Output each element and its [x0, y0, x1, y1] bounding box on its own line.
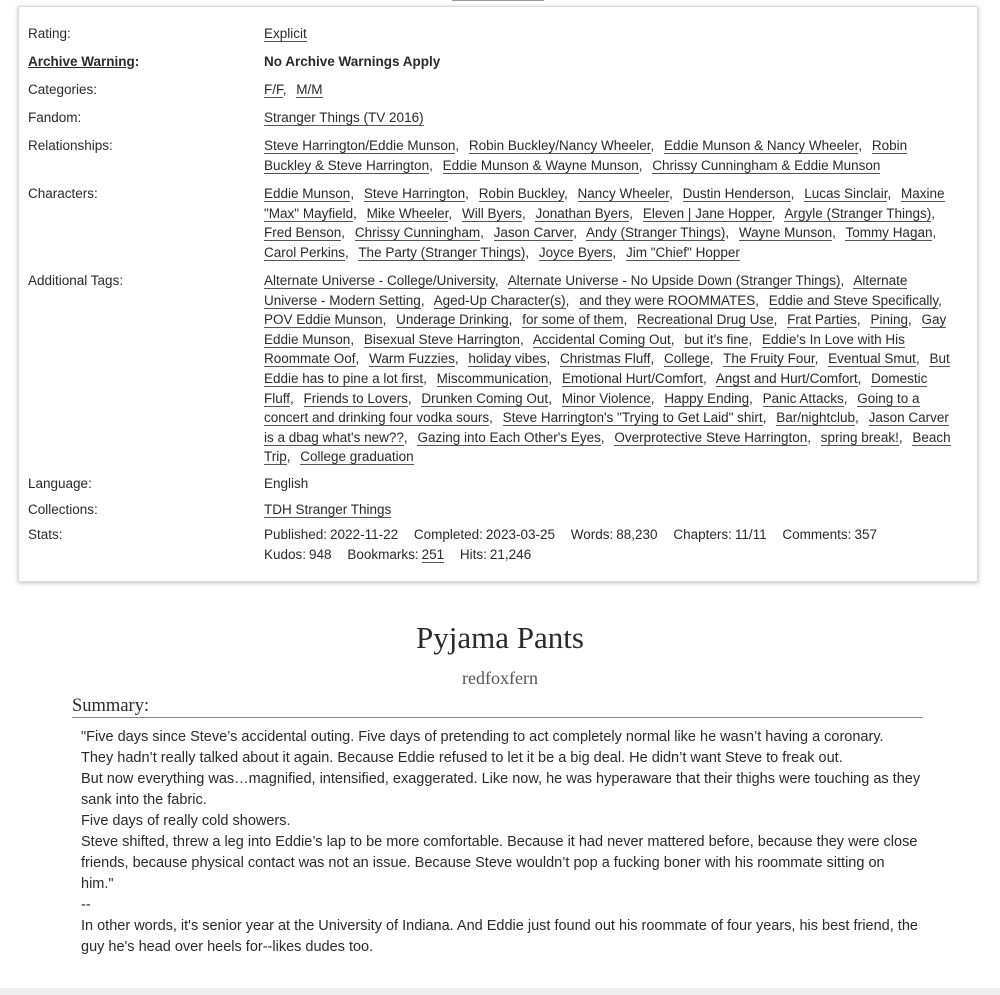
tag-separator: ,	[814, 351, 819, 367]
tag-separator: ,	[546, 351, 551, 367]
tag-separator: ,	[856, 312, 861, 328]
completed-value: 2023-03-25	[485, 527, 555, 542]
tag-separator: ,	[403, 429, 408, 445]
tag-separator: ,	[762, 410, 767, 426]
fandom-label: Fandom:	[28, 110, 82, 125]
tag-link[interactable]: Andy (Stranger Things)	[586, 225, 726, 241]
tag-link[interactable]: Friends to Lovers	[303, 390, 408, 406]
tag-separator: ,	[563, 186, 568, 201]
tag-separator: ,	[857, 370, 862, 386]
tag-link[interactable]: Bisexual Steve Harrington	[363, 331, 520, 347]
tag-link[interactable]: Gay Eddie Munson	[264, 312, 947, 347]
tag-separator: ,	[455, 138, 460, 153]
collection-link[interactable]: TDH Stranger Things	[264, 502, 392, 517]
tag-link[interactable]: F/F	[264, 82, 283, 97]
tag-separator: ,	[629, 205, 634, 221]
tag-separator: ,	[638, 157, 643, 173]
tag-link[interactable]: Eventual Smut	[828, 351, 916, 367]
tag-separator: ,	[600, 429, 605, 445]
tag-link[interactable]: Fred Benson	[264, 225, 342, 241]
tag-link[interactable]: Jason Carver	[493, 225, 574, 241]
work-title: Pyjama Pants	[416, 620, 584, 655]
tag-separator: ,	[790, 186, 795, 201]
tag-link[interactable]: Recreational Drug Use	[637, 312, 774, 328]
bottom-strip	[0, 988, 1000, 995]
work-author[interactable]: redfoxfern	[462, 668, 538, 688]
tag-separator: ,	[650, 351, 655, 367]
tag-link[interactable]: College graduation	[300, 449, 414, 465]
tag-separator: ,	[938, 292, 942, 308]
tag-link[interactable]: Steve Harrington's "Trying to Get Laid" shirt	[502, 410, 763, 426]
tag-link[interactable]: Robin Buckley/Nancy Wheeler	[468, 138, 651, 153]
tag-separator: ,	[650, 390, 655, 406]
tag-separator: ,	[355, 351, 360, 367]
tag-separator: ,	[915, 351, 920, 367]
categories-label: Categories:	[28, 82, 98, 97]
tag-link[interactable]: Beach Trip	[264, 429, 951, 465]
collections-label: Collections:	[28, 502, 98, 517]
tag-separator: ,	[548, 390, 552, 406]
tag-link[interactable]: Dustin Henderson	[682, 186, 791, 201]
rating-label: Rating:	[28, 26, 71, 41]
published-label: Published:	[264, 527, 328, 542]
tag-link[interactable]: But Eddie has to pine a lot first	[264, 351, 950, 386]
words-value: 88,230	[616, 527, 658, 542]
relationships-label: Relationships:	[28, 138, 113, 153]
hits-value: 21,246	[489, 546, 532, 562]
tags-label: Additional Tags:	[28, 273, 124, 288]
tag-link[interactable]: but it's fine	[684, 331, 749, 347]
chapters-value: 11/11	[734, 527, 767, 542]
tag-link[interactable]: Steve Harrington	[363, 186, 466, 201]
tag-link[interactable]: College	[664, 351, 710, 367]
tag-separator: ,	[519, 331, 524, 347]
tag-link[interactable]: Jason Carver is a dbag what's new??	[264, 410, 949, 445]
tag-link[interactable]: Miscommunication	[436, 370, 549, 386]
tag-separator: ,	[807, 429, 812, 445]
tag-link[interactable]: Pining	[870, 312, 908, 328]
tag-separator: ,	[612, 244, 617, 260]
summary-heading: Summary:	[72, 695, 923, 718]
tag-link[interactable]: Eddie's In Love with His Roommate Oof	[264, 331, 905, 367]
summary-paragraph: Five days of really cold showers.	[81, 813, 291, 829]
bookmarks-link[interactable]: 251	[421, 546, 445, 562]
tag-link[interactable]: Jim "Chief" Hopper	[625, 244, 740, 260]
tag-separator: ,	[887, 186, 892, 201]
summary-paragraph: But now everything was…magnified, intensified, exaggerated. Like now, he was hyperaware that their thighs were touching as they sank into the fabric.	[81, 771, 921, 808]
tag-link[interactable]: Going to a concert and drinking four vodka sours	[264, 390, 920, 426]
comments-label: Comments:	[782, 527, 852, 542]
tag-separator: ,	[855, 410, 859, 426]
tag-link[interactable]: Happy Ending	[664, 390, 750, 406]
relationships-list	[264, 136, 954, 175]
tag-link[interactable]: Warm Fuzzies	[369, 351, 455, 367]
fandom-tag[interactable]: Stranger Things (TV 2016)	[264, 110, 424, 125]
tag-separator: ,	[898, 429, 903, 445]
tag-link[interactable]: Chrissy Cunningham & Eddie Munson	[652, 157, 881, 173]
stats-label: Stats:	[28, 527, 63, 542]
tag-separator: ,	[748, 331, 753, 347]
published-value: 2022-11-22	[330, 527, 399, 542]
tag-separator: ,	[423, 370, 427, 386]
tag-separator: ,	[548, 370, 553, 386]
tag-separator: ,	[350, 331, 355, 347]
warning-colon: :	[134, 54, 140, 69]
summary-paragraph: "Five days since Steve’s accidental outing. Five days of pretending to act completely normal like he wasn’t having a coronary.	[81, 729, 884, 745]
tag-separator: ,	[573, 225, 577, 241]
tag-separator: ,	[341, 225, 346, 241]
tag-link[interactable]: Overprotective Steve Harrington	[614, 429, 808, 445]
summary-body	[81, 727, 921, 958]
tag-link[interactable]: Aged-Up Character(s)	[433, 292, 566, 308]
tag-link[interactable]: Steve Harrington/Eddie Munson	[264, 138, 456, 153]
tag-link[interactable]: Tommy Hagan	[845, 225, 933, 241]
tag-link[interactable]: Bar/nightclub	[776, 410, 856, 426]
stats-values	[264, 525, 954, 564]
tag-link[interactable]: Emotional Hurt/Comfort	[561, 370, 703, 386]
tag-link[interactable]: POV Eddie Munson	[264, 312, 383, 328]
top-divider	[452, 0, 544, 1]
tag-link[interactable]: Lucas Sinclair	[804, 186, 888, 201]
tag-separator: ,	[932, 225, 937, 241]
warning-label[interactable]: Archive Warning	[28, 54, 135, 69]
tag-link[interactable]: Will Byers	[461, 205, 522, 221]
tag-link[interactable]: Alternate Universe - No Upside Down (Stranger Things)	[507, 273, 841, 288]
tag-separator: ,	[480, 225, 484, 241]
language-value: English	[264, 476, 309, 491]
tag-separator: ,	[907, 312, 912, 328]
summary-paragraph: Steve shifted, threw a leg into Eddie’s lap to be more comfortable. Because it had never mattered before, because they were close friends, because physical contact was not an issue. Because Steve wouldn’t pop a fucking boner with his roommate sitting on him."	[81, 834, 918, 892]
tag-separator: ,	[353, 205, 357, 221]
tag-separator: ,	[407, 390, 412, 406]
tag-separator: ,	[454, 351, 459, 367]
tag-separator: ,	[773, 312, 778, 328]
tag-separator: ,	[670, 331, 675, 347]
tag-link[interactable]: The Party (Stranger Things)	[358, 244, 526, 260]
tag-link[interactable]: Accidental Coming Out	[532, 331, 671, 347]
tag-link[interactable]: Alternate Universe - College/University	[264, 273, 495, 288]
tag-separator: ,	[382, 312, 387, 328]
tag-separator: ,	[749, 390, 753, 406]
tag-link[interactable]: Carol Perkins	[264, 244, 346, 260]
summary-paragraph: They hadn’t really talked about it again. Because Eddie refused to let it be a big deal. He didn’t want Steve to freak out.	[81, 750, 843, 766]
tag-separator: ,	[350, 186, 355, 201]
tag-link[interactable]: Maxine "Max" Mayfield	[264, 186, 945, 221]
summary-paragraph: --	[81, 897, 91, 913]
tag-link[interactable]: M/M	[296, 82, 323, 97]
tag-link[interactable]: Eleven | Jane Hopper	[642, 205, 772, 221]
tag-link[interactable]: The Fruity Four	[723, 351, 815, 367]
tag-link[interactable]: Gazing into Each Other's Eyes	[417, 429, 601, 445]
tag-separator: ,	[282, 82, 287, 97]
tag-link[interactable]: Jonathan Byers	[535, 205, 630, 221]
tag-link[interactable]: Robin Buckley	[478, 186, 564, 201]
kudos-value: 948	[309, 546, 332, 562]
tag-link[interactable]: Alternate Universe - Modern Setting	[264, 273, 908, 308]
tag-link[interactable]: for some of them	[522, 312, 624, 328]
tag-link[interactable]: Eddie Munson & Wayne Munson	[442, 157, 639, 173]
tag-separator: ,	[465, 186, 469, 201]
tag-separator: ,	[725, 225, 730, 241]
tag-separator: ,	[669, 186, 673, 201]
bookmarks-label: Bookmarks:	[347, 546, 419, 562]
tag-separator: ,	[650, 138, 655, 153]
chapters-label: Chapters:	[673, 527, 732, 542]
tag-separator: ,	[508, 312, 513, 328]
tag-separator: ,	[709, 351, 714, 367]
tag-separator: ,	[565, 292, 570, 308]
tag-separator: ,	[931, 205, 936, 221]
tag-link[interactable]: Joyce Byers	[538, 244, 613, 260]
tag-link[interactable]: Panic Attacks	[762, 390, 844, 406]
tags-list	[264, 271, 954, 467]
tag-link[interactable]: Minor Violence	[561, 390, 651, 406]
tag-link[interactable]: Domestic Fluff	[264, 370, 928, 406]
tag-link[interactable]: Mike Wheeler	[366, 205, 449, 221]
tag-separator: ,	[755, 292, 760, 308]
tag-link[interactable]: holiday vibes	[468, 351, 547, 367]
tag-link[interactable]: Wayne Munson	[738, 225, 833, 241]
tag-separator: ,	[858, 138, 863, 153]
tag-link[interactable]: Chrissy Cunningham	[354, 225, 481, 241]
tag-link[interactable]: and they were ROOMMATES	[579, 292, 756, 308]
completed-label: Completed:	[413, 527, 483, 542]
tag-separator: ,	[290, 390, 294, 406]
tag-separator: ,	[840, 273, 845, 288]
tag-link[interactable]: spring break!	[820, 429, 899, 445]
tag-link[interactable]: Argyle (Stranger Things)	[784, 205, 932, 221]
kudos-label: Kudos:	[264, 546, 307, 562]
tag-separator: ,	[525, 244, 530, 260]
tag-link[interactable]: Eddie Munson	[264, 186, 351, 201]
tag-separator: ,	[420, 292, 425, 308]
words-label: Words:	[570, 527, 614, 542]
tag-separator: ,	[521, 205, 526, 221]
characters-list	[264, 184, 954, 262]
tag-separator: ,	[448, 205, 453, 221]
tag-link[interactable]: Eddie Munson & Nancy Wheeler	[664, 138, 859, 153]
summary-paragraph: In other words, it's senior year at the University of Indiana. And Eddie just found out his roommate of four years, his best friend, the guy he's head over heels for--likes dudes too.	[81, 918, 918, 955]
tag-link[interactable]: Christmas Fluff	[559, 351, 651, 367]
tag-separator: ,	[494, 273, 499, 288]
tag-link[interactable]: Angst and Hurt/Comfort	[715, 370, 858, 386]
work-meta-box	[18, 6, 978, 582]
rating-tag[interactable]: Explicit	[264, 26, 307, 41]
tag-link[interactable]: Nancy Wheeler	[577, 186, 670, 201]
characters-label: Characters:	[28, 186, 98, 201]
tag-link[interactable]: Robin Buckley & Steve Harrington	[264, 138, 908, 173]
tag-separator: ,	[345, 244, 349, 260]
hits-label: Hits:	[459, 546, 487, 562]
tag-separator: ,	[832, 225, 836, 241]
tag-link[interactable]: Drunken Coming Out	[421, 390, 549, 406]
tag-separator: ,	[703, 370, 707, 386]
warning-tag[interactable]: No Archive Warnings Apply	[264, 54, 441, 69]
categories-list	[264, 80, 954, 100]
tag-link[interactable]: Frat Parties	[787, 312, 857, 328]
language-label: Language:	[28, 476, 92, 491]
tag-separator: ,	[286, 449, 291, 465]
tag-separator: ,	[429, 157, 433, 173]
tag-link[interactable]: Underage Drinking	[396, 312, 509, 328]
tag-separator: ,	[623, 312, 628, 328]
comments-value: 357	[854, 527, 877, 542]
tag-separator: ,	[771, 205, 776, 221]
warning-label-wrap	[28, 52, 139, 72]
tag-separator: ,	[843, 390, 848, 406]
tag-separator: ,	[489, 410, 493, 426]
tag-link[interactable]: Eddie and Steve Specifically	[768, 292, 939, 308]
